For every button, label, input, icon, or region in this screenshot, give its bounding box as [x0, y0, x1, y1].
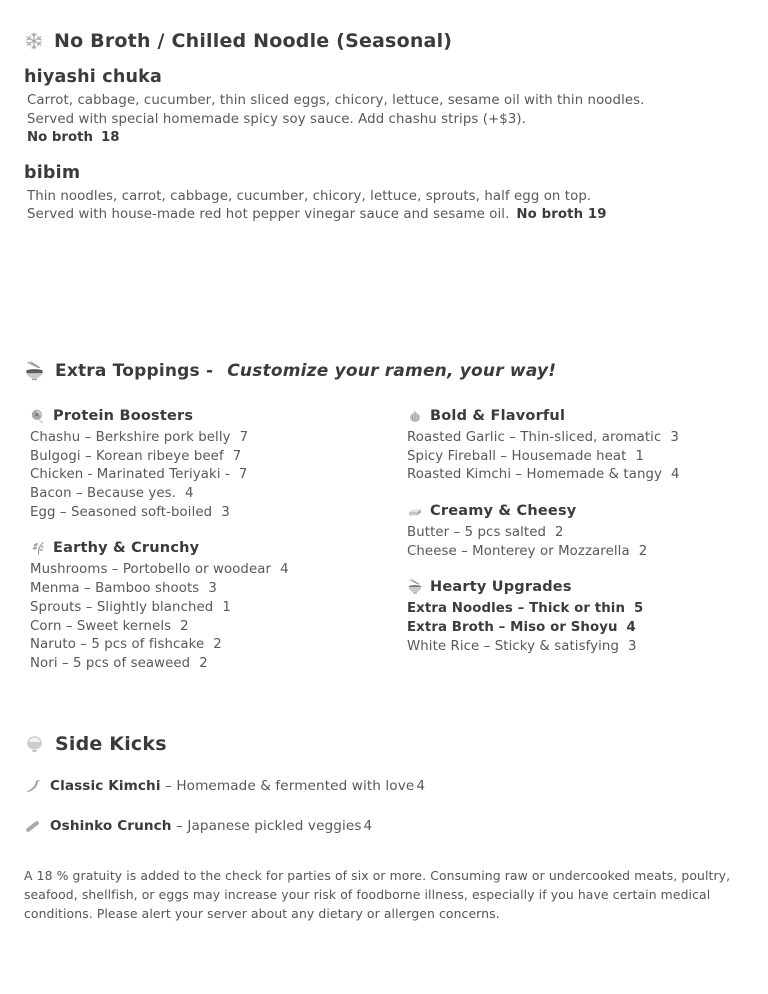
topping-item: Bacon – Because yes. 4: [30, 486, 194, 502]
price-value: 4: [416, 778, 426, 795]
toppings-columns: [24, 408, 754, 689]
group-title: Creamy & Cheesy: [430, 503, 577, 520]
dish-price-inline: [516, 207, 606, 222]
topping-item: White Rice – Sticky & satisfying 3: [407, 638, 637, 654]
price-value: 2: [555, 525, 564, 541]
topping-item: Menma – Bamboo shoots 3: [30, 581, 217, 597]
section-side-kicks-heading: [24, 733, 754, 755]
dish-description-line: Carrot, cabbage, cucumber, thin sliced eggs, chicory, lettuce, sesame oil with thin noodles.: [27, 93, 645, 108]
price-value: 7: [239, 429, 249, 445]
price-value: 1: [635, 448, 645, 464]
price-value: 4: [626, 620, 636, 636]
dish-description-line: Thin noodles, carrot, cabbage, cucumber, chicory, lettuce, sprouts, half egg on top.: [27, 188, 592, 204]
side-item-desc: – Japanese pickled veggies: [176, 818, 362, 835]
group-title: Hearty Upgrades: [430, 579, 572, 596]
price-value: 18: [100, 130, 120, 146]
dish-name: bibim: [24, 162, 81, 183]
dish-bibim: [24, 163, 754, 225]
section-no-broth-heading: [24, 30, 754, 52]
topping-item: Extra Noodles – Thick or thin 5: [407, 601, 644, 617]
topping-item: Extra Broth – Miso or Shoyu 4: [407, 620, 636, 636]
section-no-broth-title: No Broth / Chilled Noodle (Seasonal): [54, 30, 453, 52]
topping-item: Nori – 5 pcs of seaweed 2: [30, 656, 208, 671]
section-side-kicks-title: Side Kicks: [55, 732, 167, 755]
section-extra-toppings-heading: [24, 361, 754, 382]
garlic-icon: [407, 408, 423, 424]
rice-bowl-icon: [24, 733, 45, 754]
toppings-column-right: [407, 408, 754, 689]
price-value: 7: [238, 467, 248, 483]
group-bold-flavorful: [407, 408, 754, 485]
meat-icon: [30, 408, 46, 424]
price-value: 19: [587, 207, 607, 223]
dish-description-line: Served with house-made red hot pepper vinegar sauce and sesame oil. No broth 19: [27, 207, 607, 223]
topping-item: Bulgogi – Korean ribeye beef 7: [30, 448, 242, 464]
topping-item: Naruto – 5 pcs of fishcake 2: [30, 637, 222, 653]
price-value: 4: [671, 467, 680, 483]
group-protein-boosters: [30, 408, 407, 523]
topping-item: Chashu – Berkshire pork belly 7: [30, 429, 249, 445]
topping-item: Cheese – Monterey or Mozzarella 2: [407, 543, 648, 559]
price-value: 4: [280, 562, 289, 578]
side-item-name: Oshinko Crunch: [50, 818, 172, 835]
toppings-column-left: [30, 408, 407, 689]
price-label: No broth: [27, 130, 93, 146]
topping-item: Sprouts – Slightly blanched 1: [30, 599, 231, 615]
chili-pepper-icon: [24, 778, 41, 795]
side-item-oshinko-crunch: [24, 818, 754, 835]
group-title-row: [407, 579, 754, 595]
topping-item: Spicy Fireball – Housemade heat 1: [407, 448, 645, 464]
topping-item: Roasted Kimchi – Homemade & tangy 4: [407, 467, 680, 483]
dish-name: hiyashi chuka: [24, 67, 162, 87]
group-title: Earthy & Crunchy: [53, 540, 200, 557]
group-hearty-upgrades: [407, 579, 754, 656]
price-value: 4: [363, 818, 373, 835]
herb-icon: [30, 540, 46, 556]
price-value: 3: [627, 638, 637, 654]
group-title-row: [407, 408, 754, 424]
topping-item: Egg – Seasoned soft-boiled 3: [30, 504, 230, 520]
group-title: Bold & Flavorful: [430, 407, 566, 424]
price-value: 7: [232, 448, 242, 464]
topping-item: Roasted Garlic – Thin-sliced, aromatic 3: [407, 429, 679, 445]
side-item-name: Classic Kimchi: [50, 778, 161, 795]
section-extra-toppings-tagline: Customize your ramen, your way!: [227, 361, 557, 382]
cucumber-icon: [24, 818, 41, 835]
price-value: 3: [221, 504, 230, 520]
snowflake-icon: [24, 31, 44, 51]
price-value: 3: [670, 429, 679, 445]
group-title-row: [30, 408, 407, 424]
dish-description-line: Served with special homemade spicy soy sauce. Add chashu strips (+$3).: [27, 111, 527, 127]
butter-icon: [407, 503, 423, 519]
price-value: 2: [199, 656, 208, 671]
section-extra-toppings-title: Extra Toppings -: [55, 361, 214, 382]
price-value: 1: [222, 599, 231, 615]
price-value: 2: [213, 637, 222, 653]
side-item-desc: – Homemade & fermented with love: [165, 778, 415, 795]
side-item-classic-kimchi: [24, 778, 754, 795]
group-title: Protein Boosters: [53, 407, 194, 424]
topping-item: Corn – Sweet kernels 2: [30, 618, 189, 634]
ramen-bowl-icon: [407, 579, 423, 595]
price-value: 2: [638, 543, 648, 559]
price-value: 5: [634, 601, 644, 617]
topping-item: Butter – 5 pcs salted 2: [407, 525, 564, 541]
gratuity-disclaimer: A 18 % gratuity is added to the check for parties of six or more. Consuming raw or undercooked meats, poultry, seafood, shellfish, or eggs may increase your risk of foodborne illness, especially if you have certain medical conditions. Please alert your server about any dietary or allergen concerns.: [24, 867, 731, 921]
price-value: 4: [184, 486, 194, 502]
topping-item: Mushrooms – Portobello or woodear 4: [30, 562, 289, 578]
price-value: 2: [180, 618, 189, 634]
ramen-bowl-icon: [24, 361, 45, 382]
dish-price-line: [24, 129, 754, 148]
dish-hiyashi-chuka: [24, 67, 754, 148]
price-value: 3: [208, 581, 217, 597]
topping-item: Chicken - Marinated Teriyaki - 7: [30, 467, 248, 483]
group-earthy-crunchy: [30, 540, 407, 673]
group-creamy-cheesy: [407, 503, 754, 561]
group-title-row: [407, 503, 754, 519]
group-title-row: [30, 540, 407, 556]
price-label: No broth: [516, 207, 584, 223]
